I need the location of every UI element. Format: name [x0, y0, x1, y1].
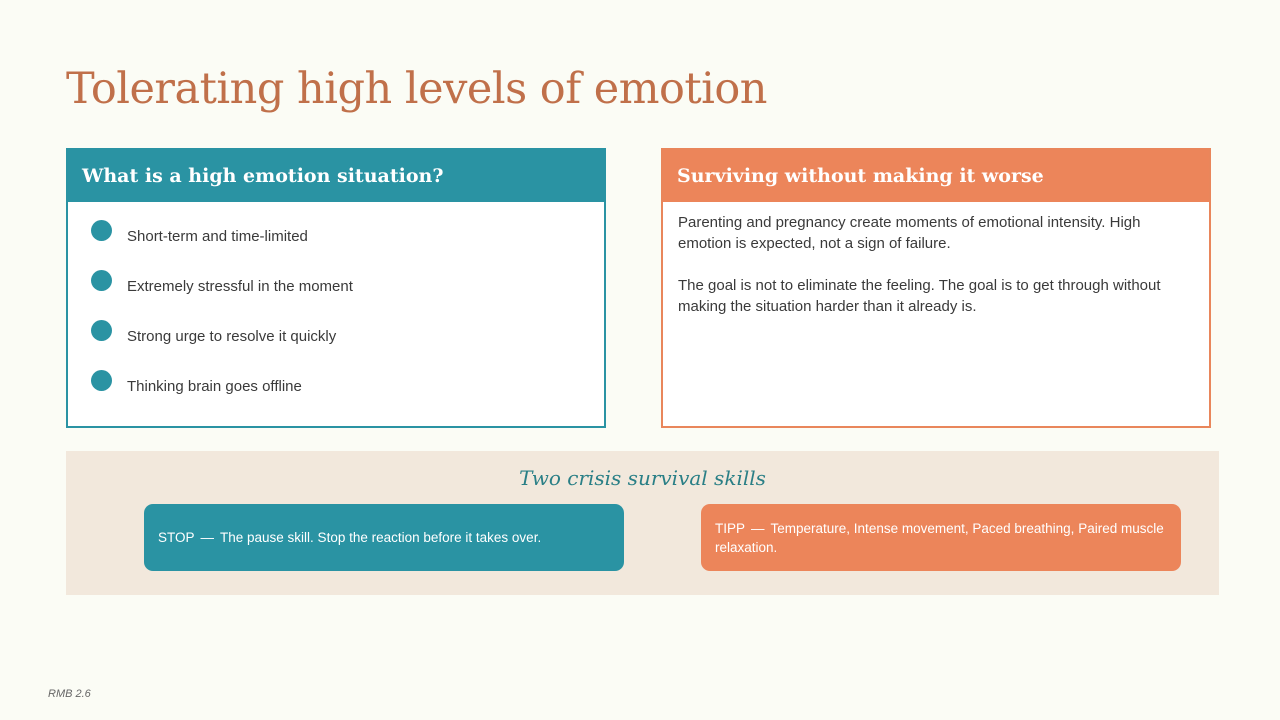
skill-separator: — — [751, 520, 765, 536]
card-header: Surviving without making it worse — [663, 150, 1209, 202]
list-item-text: Short-term and time-limited — [127, 228, 308, 245]
stop-skill-pill — [144, 504, 624, 571]
list-item-text: Strong urge to resolve it quickly — [127, 328, 337, 345]
list-item-text: Thinking brain goes offline — [127, 378, 302, 395]
surviving-card — [661, 148, 1211, 428]
skill-name: STOP — [158, 530, 195, 545]
high-emotion-situation-card — [66, 148, 606, 428]
list-item — [91, 270, 604, 320]
bullet-dot-icon — [91, 270, 112, 291]
paragraph: The goal is not to eliminate the feeling. The goal is to get through without making the situation harder than it already is. — [678, 277, 1161, 315]
skill-text — [715, 519, 1167, 557]
skill-description: The pause skill. Stop the reaction before it takes over. — [220, 530, 542, 545]
tipp-skill-pill — [701, 504, 1181, 571]
card-body — [663, 202, 1209, 317]
skills-title: Two crisis survival skills — [519, 466, 766, 490]
skill-separator: — — [200, 530, 215, 545]
skill-description: Temperature, Intense movement, Paced breathing, Paired muscle relaxation. — [715, 520, 1164, 555]
slide-title: Tolerating high levels of emotion — [66, 64, 767, 114]
slide-footer-code: RMB 2.6 — [48, 688, 91, 700]
list-item-text: Extremely stressful in the moment — [127, 278, 353, 295]
paragraph: Parenting and pregnancy create moments of emotional intensity. High emotion is expected, not a sign of failure. — [678, 214, 1141, 252]
list-item — [91, 220, 604, 270]
bullet-dot-icon — [91, 320, 112, 341]
bullet-dot-icon — [91, 370, 112, 391]
skill-name: TIPP — [715, 520, 746, 536]
card-header: What is a high emotion situation? — [68, 150, 604, 202]
skill-text — [158, 528, 541, 547]
list-item — [91, 320, 604, 370]
bullet-dot-icon — [91, 220, 112, 241]
bullet-list — [68, 202, 604, 420]
list-item — [91, 370, 604, 420]
crisis-skills-band — [66, 451, 1219, 595]
